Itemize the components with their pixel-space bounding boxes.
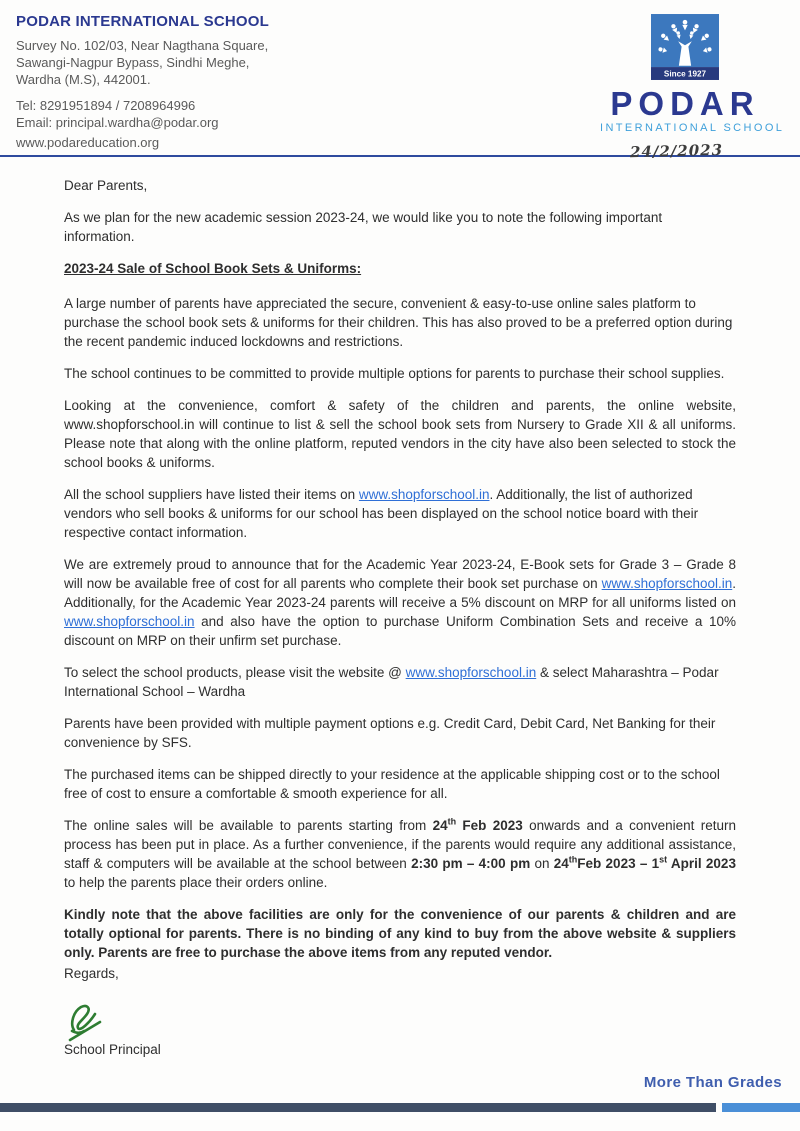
section-heading: [64, 259, 736, 278]
handwritten-date: 24/2/2023: [629, 140, 724, 162]
shopforschool-link[interactable]: www.shopforschool.in: [358, 487, 490, 502]
letterhead: [16, 13, 496, 150]
paragraph-website: [64, 396, 736, 472]
paragraph-ebooks-discount: [64, 555, 736, 650]
school-principal-label: School Principal: [64, 1042, 161, 1057]
text-segment: The school continues to be committed to provide multiple options for parents to purchase their school supplies.: [64, 366, 725, 381]
text-segment: 24: [432, 818, 448, 833]
email: Email: principal.wardha@podar.org: [16, 115, 219, 130]
text-segment: As we plan for the new academic session 2023-24, we would like you to note the following important information.: [64, 210, 663, 244]
tree-logo-icon: [651, 14, 719, 80]
text-segment: The online sales will be available to parents starting from: [64, 818, 433, 833]
shopforschool-link[interactable]: www.shopforschool.in: [64, 614, 195, 629]
text-segment: All the school suppliers have listed their items on: [64, 487, 359, 502]
school-name: PODAR INTERNATIONAL SCHOOL: [16, 13, 269, 30]
text-segment: A large number of parents have appreciated the secure, convenient & easy-to-use online sales platform to purchase the school book sets & uniforms for their children. This has also proved to be a preferred option during the recent pandemic induced lockdowns and restrictions.: [64, 296, 733, 349]
paragraph-suppliers: [64, 485, 736, 542]
footer-bar-light: [722, 1103, 800, 1112]
text-segment: The purchased items can be shipped directly to your residence at the applicable shipping cost or to the school free of cost to ensure a comfortable & smooth experience for all.: [64, 767, 720, 801]
text-segment: to help the parents place their orders online.: [64, 875, 328, 890]
paragraph-dates: [64, 816, 736, 892]
text-segment: Feb 2023 – 1: [577, 856, 660, 871]
address-line: Sawangi-Nagpur Bypass, Sindhi Meghe,: [16, 55, 250, 70]
text-segment: & select Maharashtra – Podar International School – Wardha: [64, 665, 719, 699]
salutation: [64, 176, 736, 195]
address-line: Wardha (M.S), 442001.: [16, 72, 151, 87]
paragraph-select-products: [64, 663, 736, 701]
text-segment: 24: [553, 856, 569, 871]
text-segment: and also have the option to purchase Uniform Combination Sets and receive a 10% discount on MRP on their unfirm set purchase.: [64, 614, 736, 648]
shopforschool-link[interactable]: www.shopforschool.in: [601, 576, 733, 591]
text-segment: Kindly note that the above facilities are only for the convenience of our parents & children and are totally optional for parents. There is no binding of any kind to buy from the above website & suppliers only. Parents are free to purchase the above items from any reputed vendor.: [64, 907, 736, 960]
logo-tagline: INTERNATIONAL SCHOOL: [600, 122, 785, 134]
address-line: Survey No. 102/03, Near Nagthana Square,: [16, 38, 269, 53]
logo-wordmark: PODAR: [610, 85, 760, 122]
text-segment: To select the school products, please visit the website @: [64, 665, 406, 680]
since-1927-badge: Since 1927: [663, 69, 707, 79]
text-segment: th: [447, 816, 457, 827]
text-segment: Feb 2023: [456, 818, 523, 833]
text-segment: We are extremely proud to announce that for the Academic Year 2023-24, E-Book sets for Grade 3 – Grade 8 will now be available free of cost for all parents who complete their book set purchase on: [64, 557, 736, 591]
text-segment: Parents have been provided with multiple payment options e.g. Credit Card, Debit Card, Net Banking for their convenience by SFS.: [64, 716, 716, 750]
website-url: www.podareducation.org: [16, 135, 160, 150]
telephone: Tel: 8291951894 / 7208964996: [16, 98, 196, 113]
paragraph-disclaimer: [64, 905, 736, 962]
paragraph-shipping: [64, 765, 736, 803]
paragraph-commitment: [64, 364, 736, 383]
text-segment: . Additionally, for the Academic Year 2023-24 parents will receive a 5% discount on MRP for all uniforms listed on: [64, 576, 736, 610]
paragraph-payment: [64, 714, 736, 752]
text-segment: th: [568, 854, 578, 865]
shopforschool-link[interactable]: www.shopforschool.in: [405, 665, 537, 680]
text-segment: Regards,: [64, 966, 119, 981]
text-segment: 2:30 pm – 4:00 pm: [411, 856, 531, 871]
text-segment: on: [530, 856, 554, 871]
letter-body: [64, 176, 736, 996]
footer-motto: More Than Grades: [643, 1074, 782, 1091]
school-logo: [600, 14, 785, 134]
text-segment: Looking at the convenience, comfort & safety of the children and parents, the online website, www.shopforschool.in will continue to list & sell the school book sets from Nursery to Grade XII & all uniforms. Please note that along with the online platform, reputed vendors in the city have also been selected to stock the school books & uniforms.: [64, 398, 736, 470]
text-segment: Dear Parents,: [64, 178, 148, 193]
text-segment: 2023-24 Sale of School Book Sets & Uniforms:: [64, 261, 362, 276]
footer-bar-dark: [0, 1103, 716, 1112]
paragraph-platform: [64, 294, 736, 351]
text-segment: . Additionally, the list of authorized vendors who sell books & uniforms for our school has been displayed on the school notice board with their respective contact information.: [64, 487, 699, 540]
closing: [64, 964, 736, 983]
intro-paragraph: [64, 208, 736, 246]
text-segment: onwards and a convenient return process has been put in place. As a further convenience, if the parents would require any additional assistance, staff & computers will be available at the school between: [64, 818, 736, 871]
text-segment: st: [659, 854, 668, 865]
text-segment: April 2023: [667, 856, 736, 871]
